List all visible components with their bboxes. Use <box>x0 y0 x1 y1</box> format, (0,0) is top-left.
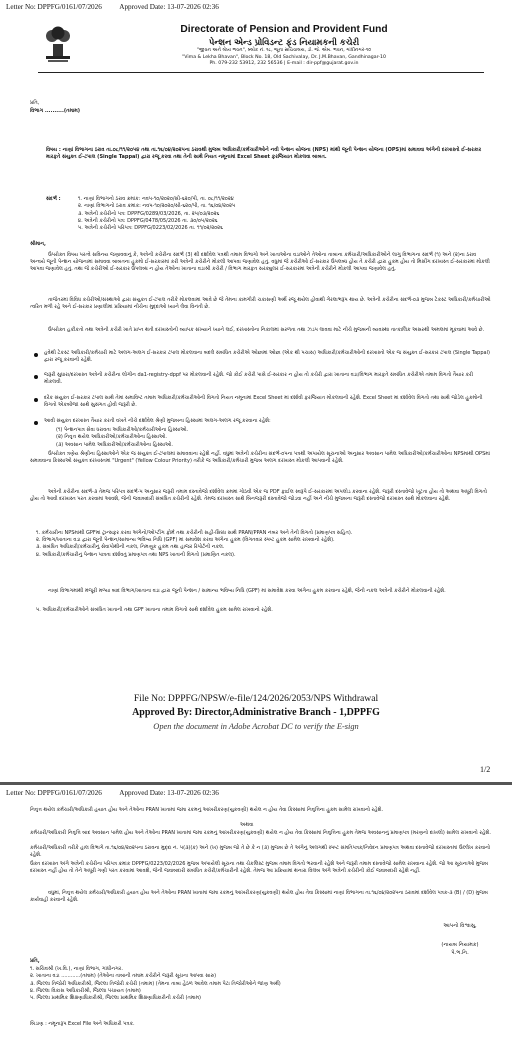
office-address-english: "Vima & Lekha Bhavan", Block No. 18, Old Sachivalay, Dr. J.M.Bhavan, Gandhinagar-10 <box>182 54 386 60</box>
body-paragraph-2: તાજેતરમાં વિવિધ કચેરીઓ/સંસ્થાઓ દ્વારા સંયુક્ત ઈ-ટપાલ તરીકે મોકલવામાં આવે છે જે તેમના કામગીરી ચકાસણી અર્થે રજૂ થયેલ હોવાથી ગેરલાભરૂપ થાય છે. અત્રેની કચેરીના સંદર્ભ-૦૩ મુજબ ટેકસ્ટ અધિકારી/કર્મચારીઓ ત્વરિત મળી રહે અને ઈ-સરકાર પ્રણાલીમાં પ્રક્રિયામાં નીચેના મુદ્દાઓ ધ્યાને લેવા વિનંતી છે. <box>30 297 491 311</box>
addressee-prati: પ્રતિ, <box>30 100 40 106</box>
recipient-item: ૫. જિલ્લા પ્રાથમિક શિક્ષણાધિકારીશ્રી, જિલ્લા પ્રાથમિક શિક્ષણાધિકારીની કચેરી (તમામ) <box>30 995 202 1002</box>
footer-file-number: File No: DPPFG/NPSW/e-file/124/2026/2053/NPS Withdrawal <box>133 693 379 704</box>
office-header <box>84 24 484 68</box>
approved-date: Approved Date: 13-07-2026 02:36 <box>119 789 219 797</box>
page2-or-1: અથવા <box>240 822 254 828</box>
footer-verify-note: Open the document in Adobe Acrobat DC to verify the E-sign <box>153 722 359 731</box>
signature-closing: આપનો વિશ્વાસુ, <box>443 923 477 929</box>
document-item: ૪. અધિકારી/કર્મચારીનું પેન્શન પાત્રતા દર્શાવતું પ્રમાણપત્ર તથા NPS ખાતાની વિગતો (પ્રમાણિત નકલ). <box>36 551 236 558</box>
category-sublist <box>56 427 476 449</box>
government-emblem-icon <box>40 22 76 66</box>
addressee-vibhag: વિભાગ ..........(તમામ) <box>30 108 81 114</box>
recipient-item: ૨. ખાતાના વડા ............(તમામ) (તેઓના તાબાની તમામ કચેરીને જરૂરી સૂચના આપવા સારુ) <box>30 973 217 980</box>
bullet-item-2: જરૂરી સુધારા/દરખાસ્ત અત્રેની કચેરીના લોગીન da1-registry-dppf પર મોકલવાની રહેશે. જો કોઈ કચેરી પાસે ઈ-સરકાર ન હોય તો કચેરી દ્વારા ખાતાના વડા/વિભાગ મારફતે સંબંધિત કચેરીએ તમામ વિગતો તૈયાર કરી મોકલવી. <box>44 372 474 386</box>
category-item: (૧) પેન્શનપાત્ર સેવા ધરાવતા અધિકારીઓ/કર્મચારીઓના હિસ્સાઓ. <box>56 427 189 433</box>
reference-item: ૩. અત્રેની કચેરીનો પત્ર: DPPFG/0289/03/2026, તા. ૨૫/૦૩/૨૦૨૬ <box>78 210 220 217</box>
page2-paragraph-4: ઉક્ત દરખાસ્ત અંગે અત્રેની કચેરીના પરિપત્ર ક્રમાંક DPPFG/0223/02/2026 મુજબ અપાયેલી સૂચના તથા ચેકલિસ્ટ મુજબ તમામ વિગતો ભરવાની રહેશે અને જરૂરી તમામ દસ્તાવેજો સામેલ રાખવાના રહેશે. જો આ સૂચનાઓ મુજબ દરખાસ્ત નહીં હોય તો તેને અધૂરી ગણી પરત કરવામાં આવશે, જેની જવાબદારી સંબંધિત કચેરી/કર્મચારીની રહેશે. તેમજ આ પ્રક્રિયામાં થનારા વિલંબ અંગે અત્રેની કચેરીની કોઈ જવાબદારી રહેશે નહીં. <box>30 861 488 875</box>
reference-item: ૫. અત્રેની કચેરીનો પરિપત્ર: DPPFG/0223/02/2026 તા. ૧૧/૦૨/૨૦૨૬ <box>78 225 223 232</box>
recipient-item: ૩. જિલ્લા તિજોરી અધિકારીશ્રી, જિલ્લા તિજોરી કચેરી (તમામ) (તેમના તાબા હેઠળ આવેલ તમામ પેટા તિજોરીઓને જાણ અર્થે) <box>30 980 281 987</box>
letter-meta-line <box>6 789 235 797</box>
body-paragraph-1: ઉપરોક્ત વિષય પરત્વે સવિનય જણાવવાનું કે, અત્રેની કચેરીના સંદર્ભ (3) થી દર્શાવેલ પત્રથી તમામ વિભાગો અને ખાતાઓના વડાઓને તેઓના તાબાના કર્મચારી/અધિકારીઓને લાગુ વિભાગના સંદર્ભ (૧) અને (૨)ના ઠરાવ અન્વયે જૂની પેન્શન યોજનામાં સમાવવા બાબતના હુકમો ઈ-સરકારમાં કરી અત્રેની કચેરીને મોકલી આપવા જણાવેલ હતું. વધુમાં જે કચેરીઓ ઈ-સરકાર ઉપલબ્ધ હોય તે કચેરી દ્વારા હુકમ હોય તો મિસીંગ દરખાસ્ત ઈ-સરકારમાં મોકલી આપવા જણાવેલ હતું. તથા જે કચેરીઓ ઈ-સરકાર ઉપલબ્ધ ન હોય તેઓના ખાતાના વડાશ્રી કચેરી / વિભાગ મારફત સરક્યુલર ઈ-સરકારમાં અત્રેની કચેરીને મોકલી આપવા જણાવેલ હતું. <box>30 252 490 273</box>
approved-date: Approved Date: 13-07-2026 02:36 <box>119 3 219 11</box>
reference-item: ૨. નાણાં વિભાગનો ઠરાવ ક્રમાંક: નવપ-૧૦/૨૦૨૦/સી-૬૨૦/પી, તા. ૧૬/૦૪/૨૦૨૫ <box>78 203 236 210</box>
header-divider <box>38 72 484 73</box>
bullet-item-4: આવી સંયુક્ત દરખાસ્ત તૈયાર કરતી વખતે નીચે દર્શાવેલ શ્રેણી મુજબના હિસ્સામાં અલગ-અલગ રજૂ કરવાના રહેશે: <box>44 418 271 424</box>
bullet-item-3: દરેક સંયુક્ત ઈ-સરકાર ટપાલ સાથે તેમાં સમાવિષ્ટ તમામ અધિકારી/કર્મચારીઓની વિગતો નિયત નમૂનામાં Excel Sheet માં દર્શાવી ફરજિયાત મોકલવાની રહેશે. Excel Sheet માં દર્શાવેલ વિગતો તથા સાથે જોડેલ હુકમોની વિગતો એકબીજા સાથે સુસંગત હોવી જરૂરી છે. <box>44 395 483 409</box>
page2-paragraph-3: કર્મચારી/અધિકારી તરીકે હાલ વિભાગે તા.૧૬/૦૪/૨૦૨૫ના ઠરાવના મુદ્દા નં. ૫(૩)(ક) અને (ખ) મુજબ જો તે છે કે ન (૩) મુજબ છે તે અંગેનું અલગથી સ્પષ્ટ સંમતિપત્રક/નિવેદન પ્રમાણપત્ર અથવા દસ્તાવેજો દરખાસ્તમાં ઉલ્લેખ કરવાનો રહેશે. <box>30 845 491 859</box>
office-title-english: Directorate of Pension and Provident Fund <box>180 24 388 35</box>
bullet-icon <box>34 398 38 402</box>
subject-paragraph: વિષય : નાણાં વિભાગના ઠરાવ તા.૦૮/૧૧/૨૦૫૪ તથા તા.૧૬/૦૪/૨૦૨૫ના ઠરાવથી મુજબ અધિકારી/કર્મચારીઓને નવી પેન્શન યોજના (NPS) માંથી જૂની પેન્શન યોજના (OPS)માં સમાવવા અંગેની દરખાસ્તો ઈ-સરકાર મારફતે સંયુક્ત ઈ-ટપાલ (Single Tappal) દ્વારા રજૂ કરવા તથા તેની સાથે નિયત નમૂનામાં Excel Sheet ફરજિયાત મોકલવા બાબત. <box>46 147 482 161</box>
bullet-icon <box>34 353 38 357</box>
page2-paragraph-5: વધુમાં, નિવૃત્ત થયેલ કર્મચારી/અધિકારી હયાત હોય અને તેઓના PRAN ખાતામાં જમા રકમનું આખરીકરણ(યુકવણી) થયેલ હોય તેવા કિસ્સામાં નાણાં વિભાગના તા.૧૬/૦૪/૨૦૨૫ના ઠરાવમાં દર્શાવેલ પત્રક-૩ (B) / (D) મુજબ કાર્યવાહી કરવાની રહેશે. <box>30 890 488 904</box>
bullet-icon <box>34 375 38 379</box>
category-item: (૩) અવસાન પામેલ અધિકારીઓ/કર્મચારીઓના હિસ્સાઓ. <box>56 441 173 448</box>
body-paragraph-5: અત્રેની કચેરીના સંદર્ભ-૩ તેમજ પરિપત્ર સંદર્ભ-૫ અનુસાર જરૂરી તમામ દસ્તાવેજો દર્શાવેલ ક્રમમાં ગોઠવી એક જ PDF ફાઈલ સ્વરૂપે ઈ-સરકારમાં અપલોડ કરવાના રહેશે. જરૂરી દસ્તાવેજો ખૂટતા હોય તો અથવા અધૂરી વિગતો હોય તો આવી દરખાસ્ત પરત કરવામાં આવશે, જેની જવાબદારી સંબંધિત કચેરીની રહેશે. તેમજ દરખાસ્ત સાથે બિનજરૂરી દસ્તાવેજો જોડવા નહીં અને નીચે મુજબના જરૂરી દસ્તાવેજો દરખાસ્ત સાથે મોકલવાના રહેશે. <box>30 489 487 503</box>
document-item: ૧. કર્મચારીના NPSમાંથી GPFમાં ટ્રાન્સફર કરવા અંગેનો/ઓપ્ટીંગ ફોર્મ તથા કચેરીની સહી-સિક્કા સાથે PRAN/PPAN નંબર અને તેની વિગતો (પ્રમાણપત્ર સહિત). <box>36 530 353 536</box>
body-paragraph-6: નાણાં વિભાગમાંથી મંજૂરી મળ્યા બાદ વિભાગ/ખાતાના વડા દ્વારા જૂની પેન્શન / સામાન્ય ભવિષ્ય નિધિ (GPF) માં સમાવેશ કરવા અંગેના હુકમ કરવાના રહેશે, જેની નકલ અત્રેની કચેરીને મોકલવાની રહેશે. <box>48 588 446 594</box>
attachment-note: બિડાણ : નમૂનારૂપ Excel File અને અધિકારી પત્રક. <box>30 1021 135 1027</box>
office-contact: Ph. 079-232 53912, 232 56536 | E-mail : dir-ppf@gujarat.gov.in <box>209 61 359 67</box>
recipient-item: ૧. સચિવશ્રી (ખ.વિ.), નાણાં વિભાગ, ગાંધીનગર. <box>30 966 123 972</box>
page-number: 1/2 <box>480 765 491 774</box>
reference-list <box>78 196 458 232</box>
bullet-icon <box>34 421 38 425</box>
signature-office: પે.ભ.નિ. <box>451 950 469 956</box>
body-paragraph-3: ઉપરોક્ત હકીકતો તથા અત્રેની કચેરી ખાતે પ્રાપ્ત થતી દરખાસ્તોની વ્યાપક સંખ્યાને ધ્યાને લઈ, દરખાસ્તોના નિકાલમાં સરળતા તથા ઝડપ લાવવા માટે નીચે મુજબની વ્યવસ્થા તાત્કાલિક અસરથી અમલમાં મૂકવામાં આવે છે. <box>48 327 485 333</box>
category-item: (૨) નિવૃત્ત થયેલ અધિકારીઓ/કર્મચારીઓના હિસ્સાઓ. <box>56 434 167 441</box>
bullet-item-1: હવેથી ટેકસ્ટ અધિકારી/કર્મચારી માટે અલગ-અલગ ઈ-સરકાર ટપાલ મોકલવાના બદલે સંબંધિત કચેરીએ ઓછામાં ઓછા (એક થી પચાસ) અધિકારી/કર્મચારીઓની દરખાસ્તો એક જ સંયુક્ત ઈ-સરકાર ટપાલ (Single Tappal) દ્વારા રજૂ કરવાની રહેશે. <box>44 350 490 364</box>
reference-item: ૪. અત્રેની કચેરીનો પત્ર: DPPFG/0478/05/2026 તા. ૩૦/૦૫/૨૦૨૬ <box>78 217 218 224</box>
office-title-gujarati: પેન્શન એન્ડ પ્રોવિડન્ટ ફંડ નિયામકની કચેરી <box>208 37 360 47</box>
copy-to-label: પ્રતિ, <box>30 958 40 964</box>
letter-number: Letter No: DPPFG/0161/07/2026 <box>6 789 102 797</box>
page2-paragraph-2: કર્મચારી/અધિકારી નિવૃત્તિ બાદ અવસાન પામેલ હોય અને તેઓના PRAN ખાતામાં જમા રકમનું આખરીકરણ(યુકવણી) થયેલ ન હોય તેવા કિસ્સામાં નિવૃત્તિના હુકમ તેમજ અવસાનનું પ્રમાણપત્ર (મરણનો દાખલો) સામેલ રાખવાનો રહેશે. <box>30 830 491 836</box>
body-paragraph-4: ઉપરોક્ત ત્રણેય શ્રેણીના હિસ્સાઓને એક જ સંયુક્ત ઈ-ટપાલમાં સમાવવાના રહેશે નહીં. વધુમાં અત્રેની કચેરીના સંદર્ભ-૦૫ના પત્રથી અપાયેલ સૂચનાઓ અનુસાર અવસાન પામેલ અધિકારીઓ/કર્મચારીઓના NPSમાંથી OPSમાં સમાવવાના કિસ્સાઓ સંયુક્ત દરખાસ્તમાં "Urgent" (Yellow Colour Priority) તરીકે જ અધિકારી/કર્મચારી મુજબ અલગ દરખાસ્ત મોકલી આપવાની રહેશે. <box>30 451 490 465</box>
document-item: ૨. વિભાગ/ખાતાના વડા દ્વારા જૂની પેન્શન/સામાન્ય ભવિષ્ય નિધિ (GPF) માં સમાવેશ કરવા અંગેના હુકમ (વિગતવાર સ્પષ્ટ હુકમ સામેલ રાખવાનો રહેશે). <box>36 537 335 544</box>
salutation: શ્રીમાન, <box>30 241 46 247</box>
office-address-gujarati: "જીવન અને લેખા ભવન", બ્લોક નં. ૧૮, જૂના સચિવાલય, ડૉ. જે. એમ. ભવન, ગાંધીનગર-૧૦ <box>196 48 372 53</box>
reference-item: ૧. નાણાં વિભાગનો ઠરાવ ક્રમાંક: નવપ-૧૦/૨૦૨૦/સી-૬૨૦/પી, તા. ૦૮/૧૧/૨૦૨૪ <box>78 196 234 202</box>
letter-meta-line <box>6 3 235 11</box>
page2-paragraph-1: નિવૃત્ત થયેલ કર્મચારી/અધિકારી હયાત હોય અને તેઓના PRAN ખાતામાં જમા રકમનું આખરીકરણ(યુકવણી) થયેલ ન હોય તેવા કિસ્સામાં નિવૃત્તિના હુકમ સામેલ રાખવાનો રહેશે. <box>30 807 384 813</box>
body-paragraph-7: ૫. અધિકારી/કર્મચારીઓને સંબંધિત ખાતાની તથા GPF ખાતાના તમામ વિગતો સાથે દર્શાવેલ હુકમ સામેલ રાખવાનો રહેશે. <box>36 607 273 613</box>
recipient-item: ૪. જિલ્લા વિકાસ અધિકારીશ્રી, જિલ્લા પંચાયત (તમામ) <box>30 987 141 994</box>
recipient-list <box>30 966 492 1002</box>
letter-page-2 <box>0 782 512 1055</box>
letter-number: Letter No: DPPFG/0161/07/2026 <box>6 3 102 11</box>
footer-approved-by: Approved By: Director,Administrative Branch - 1,DPPFG <box>132 707 380 718</box>
reference-title: સંદર્ભ : <box>46 196 61 202</box>
document-list <box>36 530 492 559</box>
document-item: ૩. સંબંધિત અધિકારી/કર્મચારીનું સેવાપોથીની નકલ, નિમણૂક હુકમ તથા હાજર રિપોર્ટની નકલ. <box>36 544 225 551</box>
signature-name: (નાયબ નિયામક) <box>441 942 479 948</box>
